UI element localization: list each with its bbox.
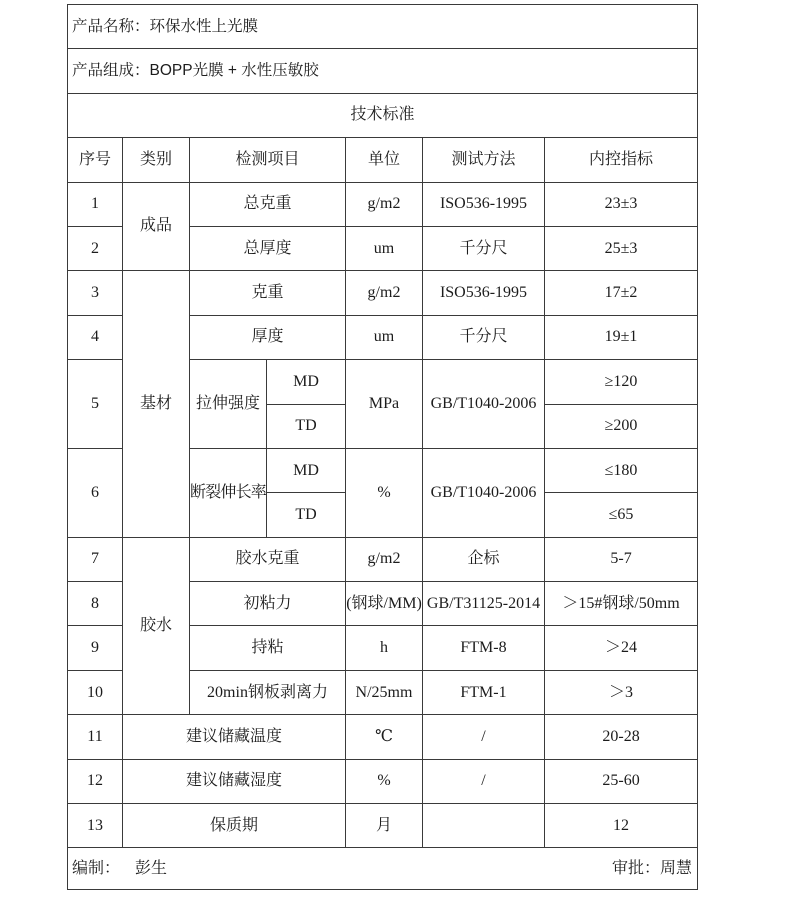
test-method-empty (423, 804, 545, 848)
test-method: ISO536-1995 (423, 271, 545, 315)
test-method: FTM-8 (423, 626, 545, 670)
col-header-no: 序号 (68, 138, 123, 182)
unit: % (346, 759, 423, 803)
unit: h (346, 626, 423, 670)
test-item: 建议储藏湿度 (123, 759, 346, 803)
unit: ℃ (346, 715, 423, 759)
test-item: 持粘 (190, 626, 346, 670)
footer-row (68, 848, 698, 890)
col-header-unit: 单位 (346, 138, 423, 182)
spec-value: 17±2 (545, 271, 698, 315)
test-method: 千分尺 (423, 315, 545, 359)
unit: um (346, 226, 423, 270)
spec-value: 25±3 (545, 226, 698, 270)
spec-value: 5-7 (545, 537, 698, 581)
test-method: / (423, 715, 545, 759)
test-method: GB/T1040-2006 (423, 360, 545, 449)
spec-value: 19±1 (545, 315, 698, 359)
table-row (68, 759, 698, 803)
prepared-by (72, 859, 167, 879)
table-row (68, 182, 698, 226)
prepared-name: 彭生 (135, 859, 168, 877)
col-header-item: 检测项目 (190, 138, 346, 182)
spec-table (67, 4, 698, 890)
direction-md: MD (267, 360, 346, 404)
unit: 月 (346, 804, 423, 848)
col-header-category: 类别 (123, 138, 190, 182)
spec-value: ＞3 (545, 670, 698, 714)
spec-value-td: ≤65 (545, 493, 698, 537)
unit: MPa (346, 360, 423, 449)
category-substrate: 基材 (123, 271, 190, 537)
unit: N/25mm (346, 670, 423, 714)
approved-name: 周慧 (660, 859, 693, 877)
test-method: GB/T1040-2006 (423, 448, 545, 537)
test-item: 胶水克重 (190, 537, 346, 581)
approved-by (612, 859, 692, 879)
row-no: 4 (68, 315, 123, 359)
unit: g/m2 (346, 537, 423, 581)
unit: g/m2 (346, 271, 423, 315)
spec-value: ＞24 (545, 626, 698, 670)
col-header-method: 测试方法 (423, 138, 545, 182)
row-no: 1 (68, 182, 123, 226)
prepared-label: 编制： (72, 859, 121, 877)
test-item: 断裂伸长率 (190, 448, 267, 537)
test-method: GB/T31125-2014 (423, 582, 545, 626)
footer-cell (68, 848, 698, 890)
unit: (钢球/MM) (346, 582, 423, 626)
test-item: 初粘力 (190, 582, 346, 626)
test-method: FTM-1 (423, 670, 545, 714)
product-name-row (68, 5, 698, 49)
unit: g/m2 (346, 182, 423, 226)
product-composition-row (68, 49, 698, 93)
direction-td: TD (267, 404, 346, 448)
product-name: 产品名称：环保水性上光膜 (68, 5, 698, 49)
product-composition: 产品组成：BOPP光膜 + 水性压敏胶 (68, 49, 698, 93)
unit: % (346, 448, 423, 537)
category-finished-product: 成品 (123, 182, 190, 271)
direction-md: MD (267, 448, 346, 492)
test-item: 20min钢板剥离力 (190, 670, 346, 714)
spec-value-td: ≥200 (545, 404, 698, 448)
approved-label: 审批： (612, 859, 661, 877)
spec-value: 12 (545, 804, 698, 848)
row-no: 7 (68, 537, 123, 581)
category-adhesive: 胶水 (123, 537, 190, 715)
row-no: 9 (68, 626, 123, 670)
test-method: 千分尺 (423, 226, 545, 270)
spec-value: 23±3 (545, 182, 698, 226)
row-no: 11 (68, 715, 123, 759)
spec-value: 25-60 (545, 759, 698, 803)
test-method: 企标 (423, 537, 545, 581)
section-title: 技术标准 (68, 93, 698, 137)
section-title-row (68, 93, 698, 137)
test-item: 厚度 (190, 315, 346, 359)
row-no: 13 (68, 804, 123, 848)
test-item: 拉伸强度 (190, 360, 267, 449)
row-no: 5 (68, 360, 123, 449)
table-row (68, 271, 698, 315)
test-item: 总厚度 (190, 226, 346, 270)
test-item: 总克重 (190, 182, 346, 226)
table-row (68, 537, 698, 581)
test-method: / (423, 759, 545, 803)
footer (72, 859, 692, 879)
col-header-spec: 内控指标 (545, 138, 698, 182)
spec-value: 20-28 (545, 715, 698, 759)
header-row (68, 138, 698, 182)
test-item: 建议储藏温度 (123, 715, 346, 759)
test-item: 保质期 (123, 804, 346, 848)
unit: um (346, 315, 423, 359)
row-no: 12 (68, 759, 123, 803)
row-no: 6 (68, 448, 123, 537)
spec-value-md: ≤180 (545, 448, 698, 492)
row-no: 8 (68, 582, 123, 626)
row-no: 10 (68, 670, 123, 714)
test-item: 克重 (190, 271, 346, 315)
spec-value-md: ≥120 (545, 360, 698, 404)
table-row (68, 715, 698, 759)
row-no: 2 (68, 226, 123, 270)
row-no: 3 (68, 271, 123, 315)
test-method: ISO536-1995 (423, 182, 545, 226)
direction-td: TD (267, 493, 346, 537)
table-row (68, 804, 698, 848)
spec-value: ＞15#钢球/50mm (545, 582, 698, 626)
